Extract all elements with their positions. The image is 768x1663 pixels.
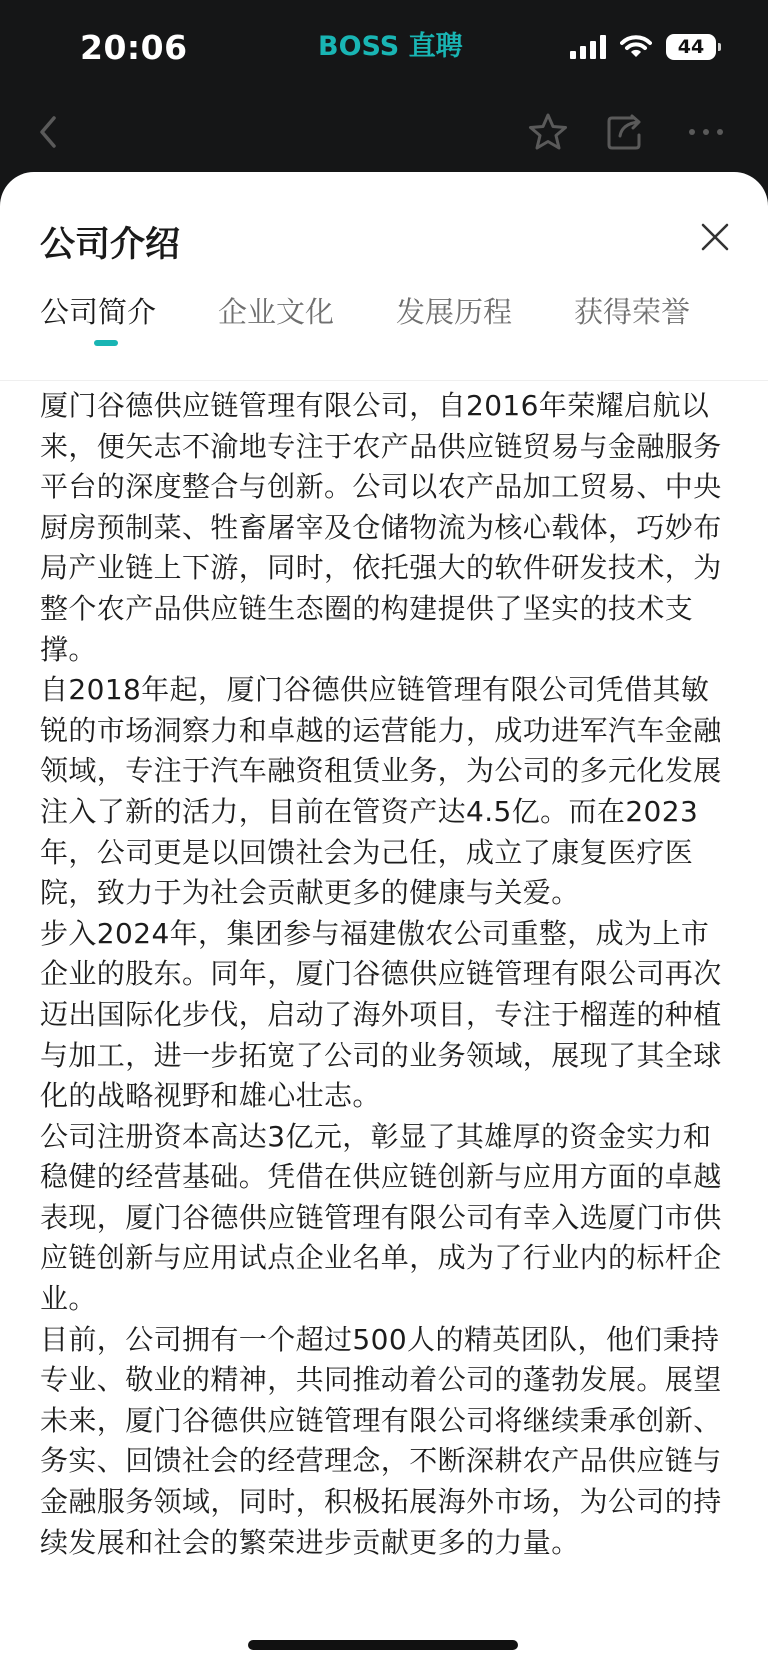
status-bar: [0, 0, 768, 100]
signal-icon: [570, 35, 606, 59]
status-time: 20:06: [80, 28, 188, 67]
tab-development-history[interactable]: 发展历程: [396, 295, 513, 329]
intro-paragraph: 自2018年起，厦门谷德供应链管理有限公司凭借其敏锐的市场洞察力和卓越的运营能力，成功进军汽车金融领域，专注于汽车融资租赁业务，为公司的多元化发展注入了新的活力，目前在管资产达4.5亿。而在2023年，公司更是以回馈社会为己任，成立了康复医疗医院，致力于为社会贡献更多的健康与关爱。: [40, 673, 722, 910]
intro-paragraph: 公司注册资本高达3亿元，彰显了其雄厚的资金实力和稳健的经营基础。凭借在供应链创新与应用方面的卓越表现，厦门谷德供应链管理有限公司有幸入选厦门市供应链创新与应用试点企业名单，成为了行业内的标杆企业。: [40, 1119, 722, 1316]
status-icons: [570, 34, 716, 60]
sheet-title: 公司介绍: [40, 225, 181, 265]
divider: [0, 380, 768, 381]
active-tab-indicator: [94, 340, 118, 346]
home-indicator: [248, 1640, 518, 1650]
intro-content: [40, 386, 730, 1563]
company-intro-sheet: [0, 172, 768, 1663]
tab-company-profile[interactable]: 公司简介: [40, 295, 157, 329]
tab-honors[interactable]: 获得荣誉: [574, 295, 691, 329]
star-icon[interactable]: [526, 110, 570, 154]
tab-bar: [40, 290, 752, 350]
intro-paragraph: 目前，公司拥有一个超过500人的精英团队，他们秉持专业、敬业的精神，共同推动着公司的蓬勃发展。展望未来，厦门谷德供应链管理有限公司将继续秉承创新、务实、回馈社会的经营理念，不断深耕农产品供应链与金融服务领域，同时，积极拓展海外市场，为公司的持续发展和社会的繁荣进步贡献更多的力量。: [40, 1322, 722, 1559]
nav-bar: [0, 100, 768, 172]
chevron-left-icon[interactable]: [34, 110, 60, 154]
intro-paragraph: 厦门谷德供应链管理有限公司，自2016年荣耀启航以来，便矢志不渝地专注于农产品供应链贸易与金融服务平台的深度整合与创新。公司以农产品加工贸易、中央厨房预制菜、牲畜屠宰及仓储物流为核心载体，巧妙布局产业链上下游，同时，依托强大的软件研发技术，为整个农产品供应链生态圈的构建提供了坚实的技术支撑。: [40, 389, 722, 666]
intro-paragraph: 步入2024年，集团参与福建傲农公司重整，成为上市企业的股东。同年，厦门谷德供应链管理有限公司再次迈出国际化步伐，启动了海外项目，专注于榴莲的种植与加工，进一步拓宽了公司的业务领域，展现了其全球化的战略视野和雄心壮志。: [40, 916, 722, 1113]
tab-corporate-culture[interactable]: 企业文化: [218, 295, 335, 329]
more-dots-icon[interactable]: [686, 110, 726, 154]
battery-icon: 44: [666, 34, 716, 60]
close-icon[interactable]: [700, 222, 730, 252]
wifi-icon: [620, 35, 652, 59]
app-name: BOSS 直聘: [318, 31, 463, 62]
share-icon[interactable]: [604, 110, 646, 154]
